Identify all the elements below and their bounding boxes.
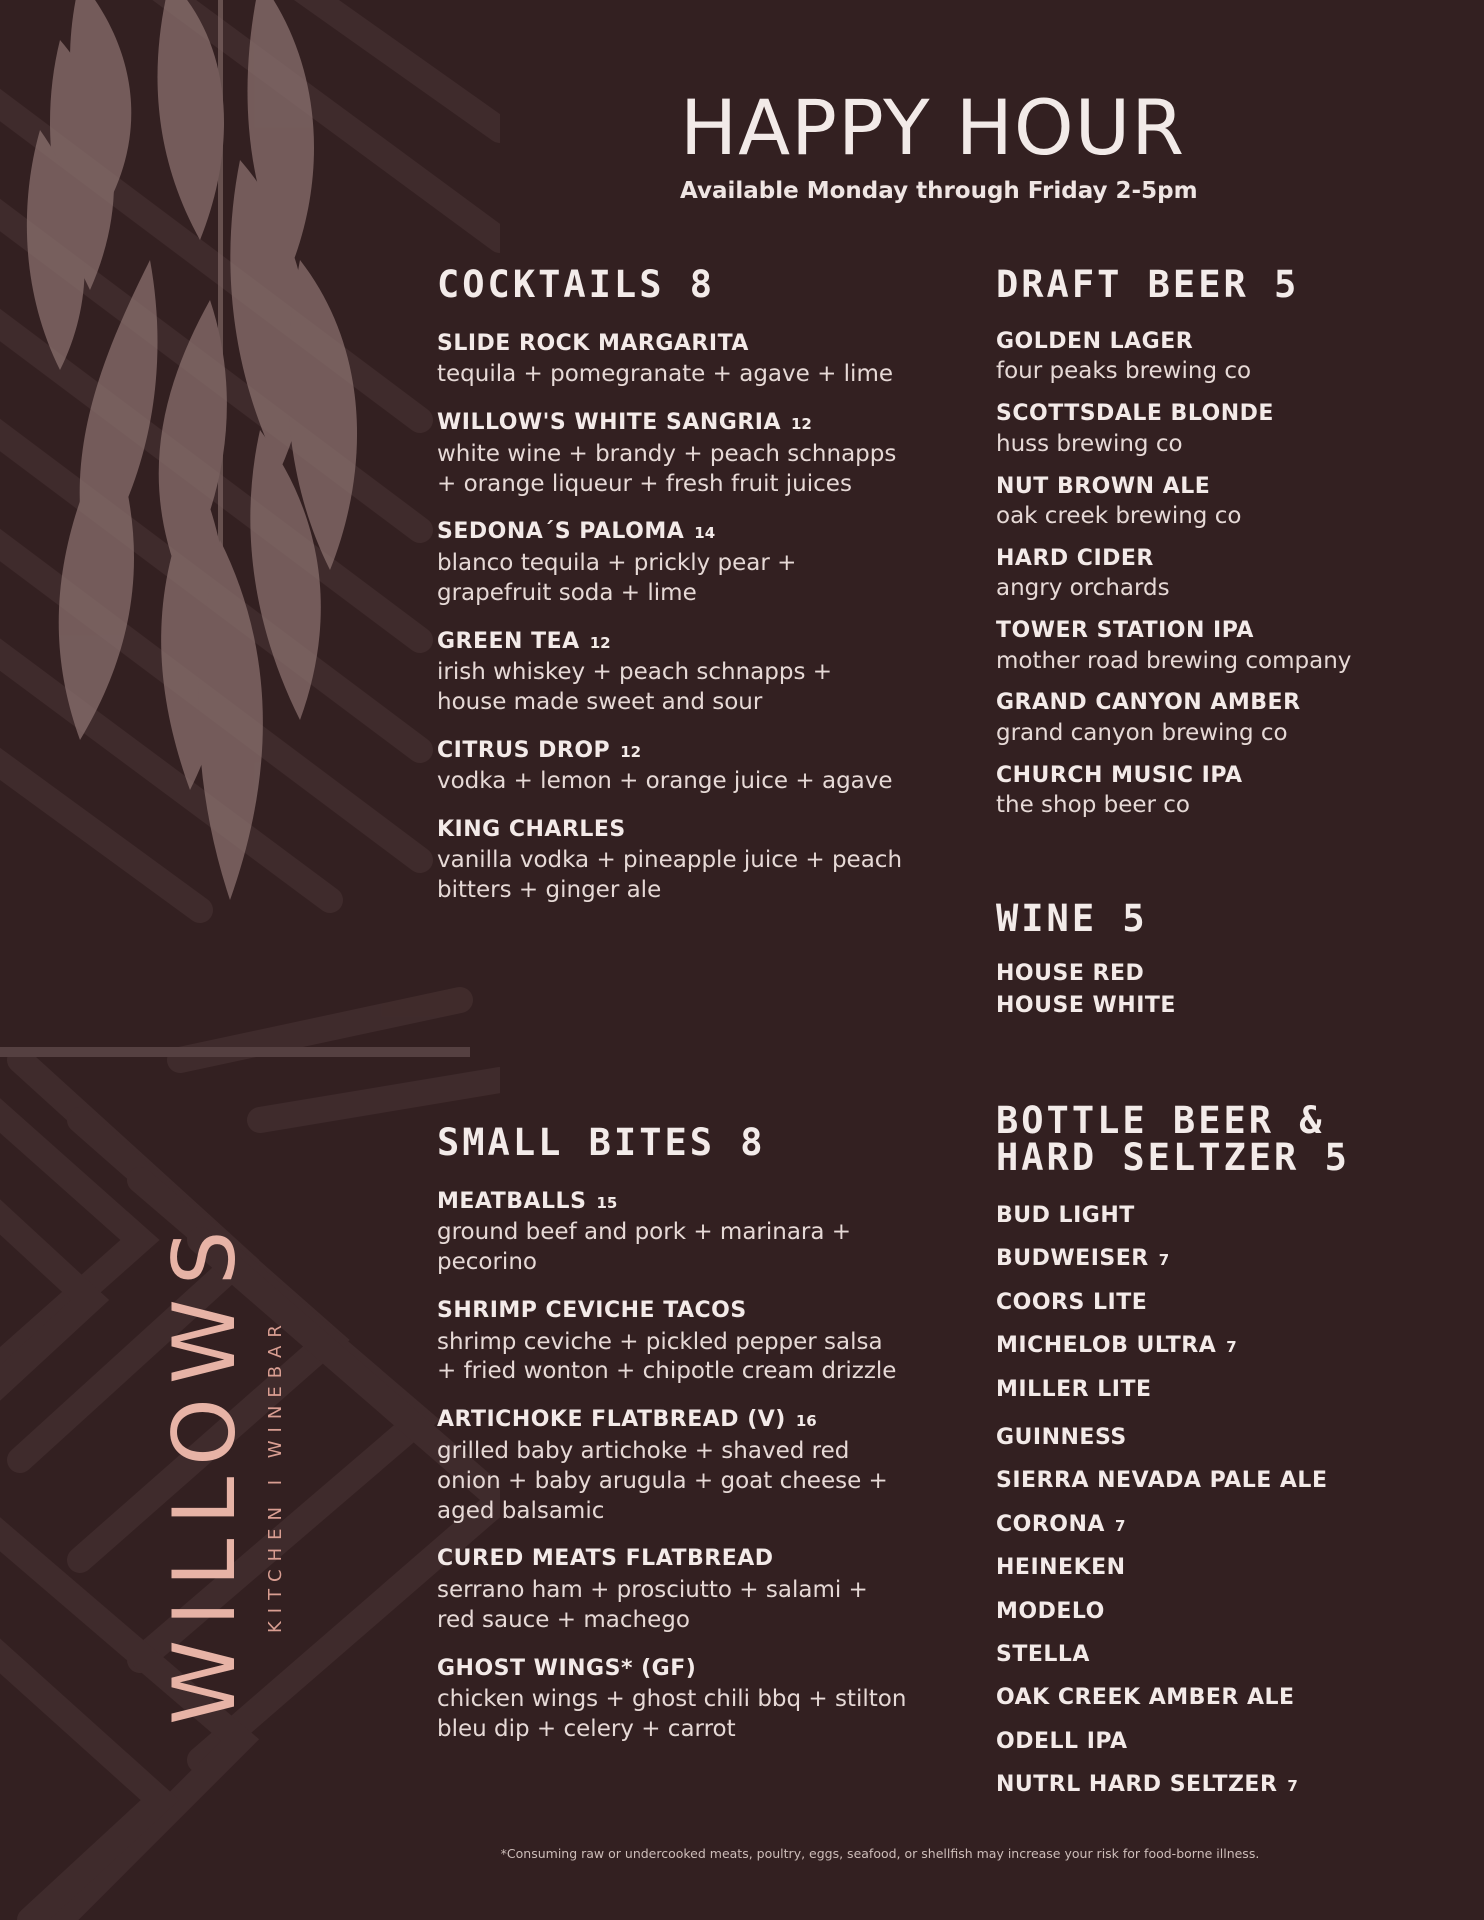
item-name: SIERRA NEVADA PALE ALE — [996, 1468, 1328, 1494]
item-name: HEINEKEN — [996, 1555, 1126, 1581]
item-name: SLIDE ROCK MARGARITA — [437, 331, 749, 356]
item-name: STELLA — [996, 1641, 1090, 1667]
menu-item — [996, 1468, 1446, 1494]
menu-item — [996, 329, 1446, 387]
item-name: SEDONA´S PALOMA — [437, 519, 685, 545]
menu-item — [996, 1685, 1446, 1711]
item-name: MICHELOB ULTRA — [996, 1333, 1217, 1359]
item-name: NUTRL HARD SELTZER — [996, 1772, 1278, 1798]
footnote: *Consuming raw or undercooked meats, poultry, eggs, seafood, or shellfish may increase your risk for food-borne illness. — [500, 1846, 1260, 1861]
menu-item — [996, 618, 1446, 676]
item-name: OAK CREEK AMBER ALE — [996, 1685, 1295, 1711]
brand-tagline: KITCHEN I WINEBAR — [265, 1317, 286, 1633]
item-name: MEATBALLS — [437, 1189, 587, 1214]
item-name: BUDWEISER — [996, 1246, 1149, 1272]
item-name: COORS LITE — [996, 1289, 1148, 1315]
draft-beer-section — [996, 263, 1446, 821]
small-bites-section — [437, 1121, 907, 1745]
item-name: BUD LIGHT — [996, 1203, 1135, 1228]
item-description: vanilla vodka + pineapple juice + peach bitters + ginger ale — [437, 847, 903, 904]
item-name: CURED MEATS FLATBREAD — [437, 1546, 774, 1572]
item-name: MILLER LITE — [996, 1376, 1152, 1402]
item-description: serrano ham + prosciutto + salami + red sauce + machego — [437, 1576, 868, 1633]
item-name: CORONA — [996, 1511, 1105, 1537]
item-name: GOLDEN LAGER — [996, 329, 1194, 354]
menu-item — [996, 474, 1446, 532]
item-price: 7 — [1158, 1251, 1170, 1270]
item-description: four peaks brewing co — [996, 358, 1252, 385]
item-description: tequila + pomegranate + agave + lime — [437, 361, 894, 388]
section-title: SMALL BITES 8 — [437, 1121, 766, 1164]
item-name: KING CHARLES — [437, 817, 626, 843]
item-description: mother road brewing company — [996, 647, 1352, 674]
item-name: ODELL IPA — [996, 1728, 1128, 1754]
item-price: 14 — [694, 524, 716, 543]
section-title: WINE 5 — [996, 897, 1148, 940]
menu-item — [996, 1642, 1446, 1668]
menu-item — [437, 1189, 907, 1278]
menu-item — [437, 738, 907, 797]
menu-item — [996, 690, 1446, 748]
menu-item — [996, 1203, 1446, 1229]
section-title-line: HARD SELTZER 5 — [996, 1136, 1350, 1179]
item-price: 12 — [620, 742, 642, 761]
item-price: 7 — [1226, 1338, 1237, 1357]
section-title: COCKTAILS 8 — [437, 263, 716, 306]
item-name: GUINNESS — [996, 1424, 1127, 1450]
menu-item — [996, 1599, 1446, 1625]
item-description: shrimp ceviche + pickled pepper salsa + fried wonton + chipotle cream drizzle — [437, 1328, 897, 1385]
item-description: grand canyon brewing co — [996, 719, 1288, 746]
menu-item — [996, 401, 1446, 459]
item-name: ARTICHOKE FLATBREAD (V) — [437, 1407, 786, 1433]
item-name: GHOST WINGS* (GF) — [437, 1655, 697, 1681]
item-description: blanco tequila + prickly pear + grapefruit soda + lime — [437, 549, 797, 606]
menu-item — [996, 1729, 1446, 1755]
section-title — [996, 1099, 1446, 1179]
menu-item — [996, 1512, 1446, 1538]
item-description: irish whiskey + peach schnapps + house made sweet and sour — [437, 659, 833, 715]
item-name: GRAND CANYON AMBER — [996, 690, 1301, 716]
item-description: ground beef and pork + marinara + pecorino — [437, 1219, 852, 1276]
item-price: 15 — [596, 1194, 618, 1212]
item-name: HARD CIDER — [996, 545, 1154, 571]
brand-name: WILLOWS — [155, 1216, 255, 1725]
menu-item: HOUSE RED — [996, 961, 1145, 986]
item-description: grilled baby artichoke + shaved red onion + baby arugula + goat cheese + aged balsamic — [437, 1437, 888, 1524]
menu-item — [437, 1546, 907, 1635]
item-description: huss brewing co — [996, 430, 1183, 457]
menu-item — [437, 331, 907, 390]
item-name: CHURCH MUSIC IPA — [996, 762, 1243, 788]
menu-item — [996, 1377, 1446, 1403]
item-name: MODELO — [996, 1598, 1105, 1624]
menu-item — [437, 519, 907, 608]
menu-item — [437, 1298, 907, 1387]
header — [680, 83, 1240, 204]
page-title: HAPPY HOUR — [680, 83, 1186, 172]
menu-item — [437, 629, 907, 718]
bottle-beer-section — [996, 1099, 1446, 1798]
menu-item — [437, 817, 907, 906]
item-name: TOWER STATION IPA — [996, 618, 1254, 644]
item-price: 12 — [790, 415, 812, 434]
item-description: white wine + brandy + peach schnapps + orange liqueur + fresh fruit juices — [437, 440, 897, 497]
item-description: chicken wings + ghost chili bbq + stilton bleu dip + celery + carrot — [437, 1685, 907, 1742]
item-price: 7 — [1114, 1516, 1126, 1535]
menu-item: HOUSE WHITE — [996, 993, 1176, 1019]
menu-item — [437, 1407, 907, 1526]
menu-item — [996, 1333, 1446, 1359]
item-description: vodka + lemon + orange juice + agave — [437, 768, 893, 795]
menu-item — [996, 1290, 1446, 1316]
menu-item — [996, 1246, 1446, 1272]
item-name: NUT BROWN ALE — [996, 473, 1211, 499]
menu-item — [996, 1555, 1446, 1581]
menu-item — [996, 1425, 1446, 1451]
menu-item — [996, 546, 1446, 604]
section-title-line: BOTTLE BEER & — [996, 1099, 1325, 1142]
item-price: 7 — [1287, 1777, 1298, 1796]
item-name: SHRIMP CEVICHE TACOS — [437, 1298, 747, 1324]
menu-item — [996, 763, 1446, 821]
page-subtitle: Available Monday through Friday 2-5pm — [680, 178, 1198, 204]
item-name: WILLOW'S WHITE SANGRIA — [437, 410, 781, 436]
menu-item — [437, 1656, 907, 1745]
wine-section — [996, 897, 1446, 1020]
item-name: CITRUS DROP — [437, 737, 611, 763]
item-description: angry orchards — [996, 575, 1170, 602]
section-title: DRAFT BEER 5 — [996, 263, 1300, 306]
item-price: 16 — [795, 1412, 817, 1431]
cocktails-section — [437, 263, 907, 906]
menu-item — [996, 1772, 1446, 1798]
item-description: the shop beer co — [996, 792, 1190, 819]
item-description: oak creek brewing co — [996, 502, 1242, 529]
item-name: GREEN TEA — [437, 628, 580, 654]
item-price: 12 — [589, 633, 611, 652]
menu-item — [437, 410, 907, 499]
item-name: SCOTTSDALE BLONDE — [996, 401, 1274, 427]
